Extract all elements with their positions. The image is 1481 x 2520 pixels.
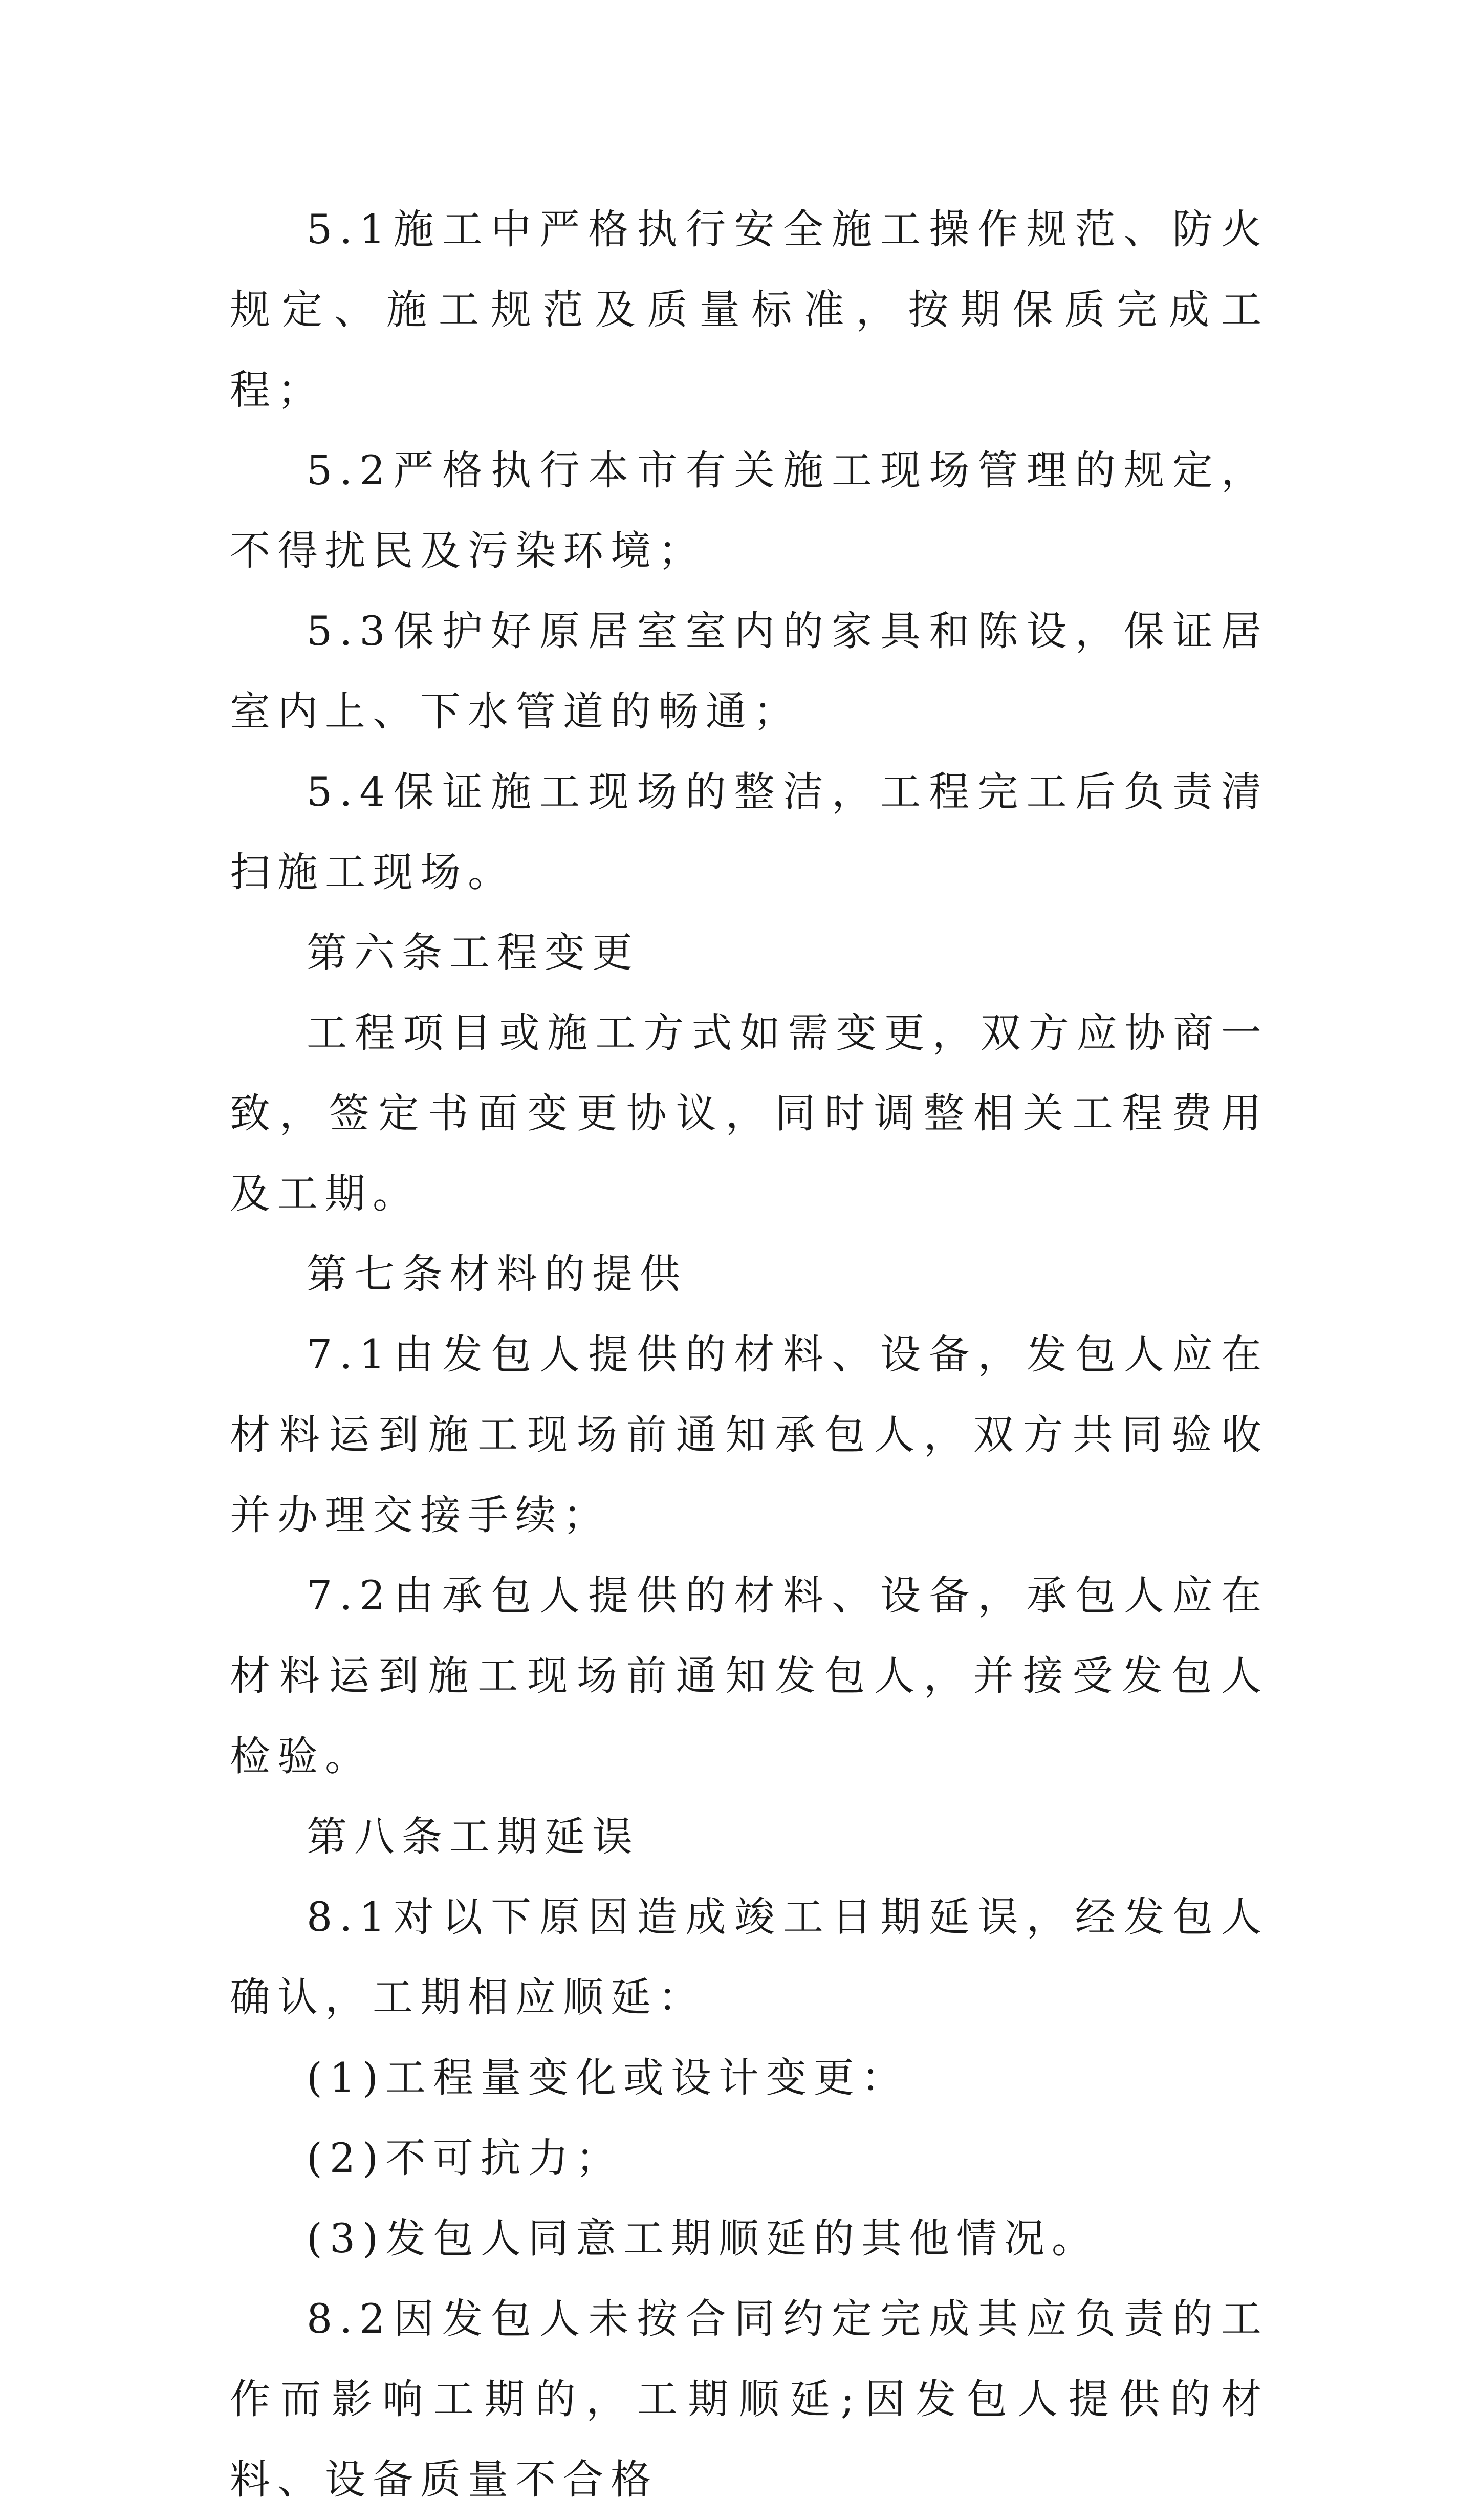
clause-5-4: 5.4保证施工现场的整洁，工程完工后负责清扫施工现场。 [230, 768, 1269, 896]
document-body [230, 189, 1269, 2520]
article-8-heading: 第八条工期延误 [307, 1813, 640, 1860]
article-6-body: 工程项目或施工方式如需变更，双方应协商一致，签定书面变更协议，同时调整相关工程费用及工期。 [230, 1009, 1269, 1217]
clause-5-2: 5.2严格执行本市有关施工现场管理的规定，不得扰民及污染环境； [230, 447, 1269, 574]
clause-8-2: 8.2因发包人未按合同约定完成其应负责的工作而影响工期的，工期顺延;因发包人提供的材料、设备质量不合格 [230, 2295, 1269, 2503]
clause-8-1: 8.1对以下原因造成竣工日期延误，经发包人确认，工期相应顺延： [230, 1893, 1269, 2021]
clause-5-3: 5.3保护好原居室室内的家具和陈设，保证居室内上、下水管道的畅通； [230, 608, 1269, 735]
clause-8-1-item-1: (1)工程量变化或设计变更： [307, 2054, 909, 2101]
clause-7-2: 7.2由承包人提供的材料、设备，承包人应在材料运到施工现场前通知发包人，并接受发包人检验。 [230, 1572, 1269, 1780]
article-6-heading: 第六条工程变更 [307, 929, 640, 976]
clause-8-1-item-3: (3)发包人同意工期顺延的其他情况。 [307, 2215, 1099, 2262]
clause-8-1-item-2: (2)不可抗力； [307, 2135, 623, 2182]
clause-5-1: 5.1施工中严格执行安全施工操作规范、防火规定、施工规范及质量标准，按期保质完成工程； [230, 206, 1269, 414]
clause-7-1: 7.1由发包人提供的材料、设备，发包人应在材料运到施工现场前通知承包人，双方共同验收并办理交接手续； [230, 1331, 1269, 1539]
article-7-heading: 第七条材料的提供 [307, 1251, 687, 1298]
